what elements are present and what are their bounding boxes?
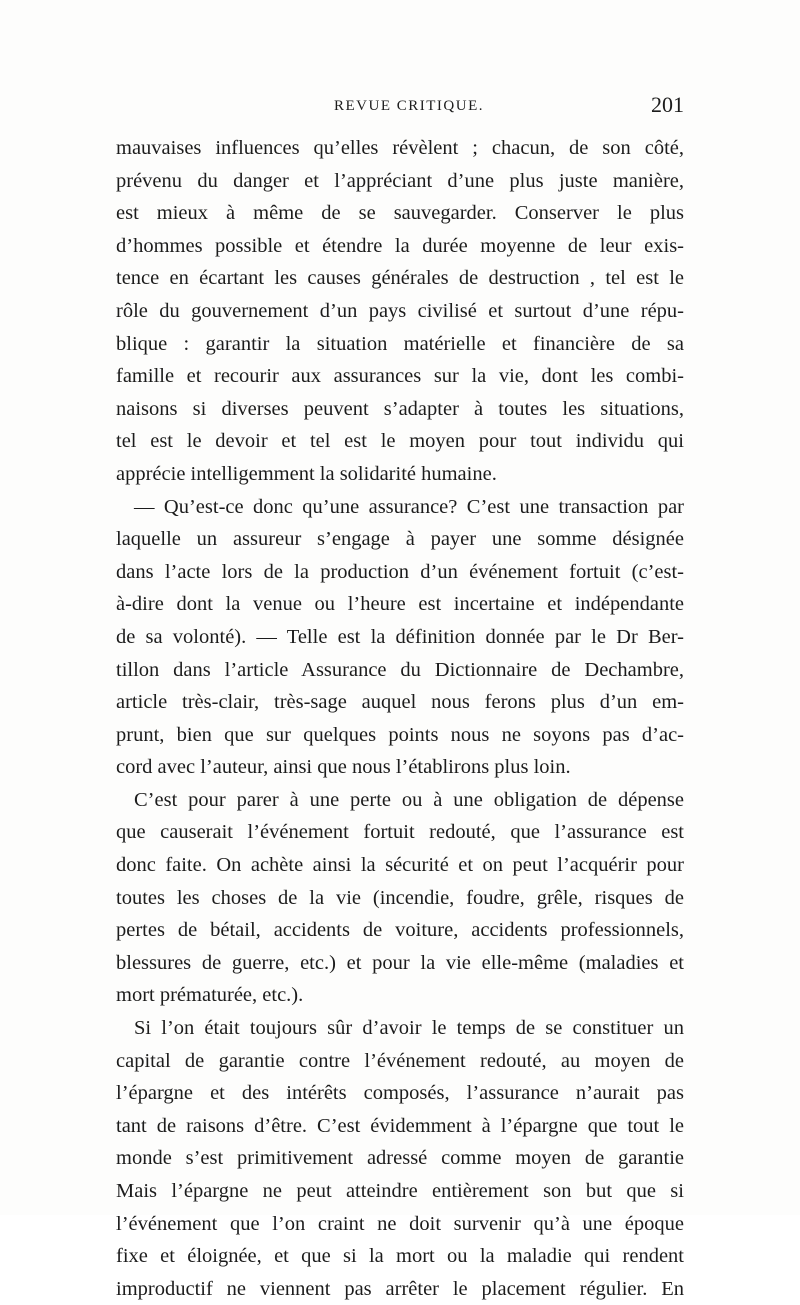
text-line: pertes de bétail, accidents de voiture, accidents professionnels,: [116, 919, 684, 942]
text-line: laquelle un assureur s’engage à payer une somme désignée: [116, 528, 684, 551]
text-line: — Qu’est-ce donc qu’une assurance? C’est une transaction par: [134, 495, 684, 518]
text-line: que causerait l’événement fortuit redouté, que l’assurance est: [116, 821, 684, 844]
text-line: donc faite. On achète ainsi la sécurité et on peut l’acquérir pour: [116, 854, 684, 877]
text-line: l’événement que l’on craint ne doit survenir qu’à une époque: [116, 1212, 684, 1235]
text-line: C’est pour parer à une perte ou à une obligation de dépense: [134, 788, 684, 811]
paragraph-2: [116, 491, 684, 784]
text-line: mort prématurée, etc.).: [116, 984, 304, 1007]
text-line: blessures de guerre, etc.) et pour la vie elle-même (maladies et: [116, 951, 684, 974]
text-line: famille et recourir aux assurances sur la vie, dont les combi-: [116, 365, 684, 388]
text-line: prunt, bien que sur quelques points nous ne soyons pas d’ac-: [116, 723, 684, 746]
text-line: naisons si diverses peuvent s’adapter à toutes les situations,: [116, 397, 684, 420]
text-line: blique : garantir la situation matérielle et financière de sa: [116, 332, 684, 355]
text-line: capital de garantie contre l’événement redouté, au moyen de: [116, 1049, 684, 1072]
text-line: tant de raisons d’être. C’est évidemment à l’épargne que tout le: [116, 1114, 684, 1137]
text-line: Mais l’épargne ne peut atteindre entièrement son but que si: [116, 1180, 684, 1202]
paragraph-1: [116, 132, 684, 491]
paragraph-4: [116, 1012, 684, 1305]
text-line: dans l’acte lors de la production d’un événement fortuit (c’est-: [116, 560, 684, 583]
text-line: l’épargne et des intérêts composés, l’assurance n’aurait pas: [116, 1082, 684, 1105]
text-line: Si l’on était toujours sûr d’avoir le temps de se constituer un: [134, 1017, 684, 1040]
text-line: prévenu du danger et l’appréciant d’une plus juste manière,: [116, 169, 684, 192]
text-line: tence en écartant les causes générales de destruction , tel est le: [116, 267, 684, 290]
paragraph-3: [116, 784, 684, 1012]
page-header: [116, 92, 684, 126]
text-line: apprécie intelligemment la solidarité humaine.: [116, 462, 497, 485]
text-line: rôle du gouvernement d’un pays civilisé et surtout d’une répu-: [116, 299, 684, 322]
text-line: mauvaises influences qu’elles révèlent ; chacun, de son côté,: [116, 137, 684, 159]
running-title: REVUE CRITIQUE.: [334, 98, 484, 114]
text-line: de sa volonté). — Telle est la définition donnée par le Dr Ber-: [116, 625, 684, 648]
text-line: cord avec l’auteur, ainsi que nous l’établirons plus loin.: [116, 756, 571, 779]
text-line: article très-clair, très-sage auquel nous ferons plus d’un em-: [116, 691, 684, 714]
text-line: fixe et éloignée, et que si la mort ou la maladie qui rendent: [116, 1245, 684, 1268]
text-line: à-dire dont la venue ou l’heure est incertaine et indépendante: [116, 593, 684, 616]
text-line: tel est le devoir et tel est le moyen pour tout individu qui: [116, 430, 684, 453]
text-line: toutes les choses de la vie (incendie, foudre, grêle, risques de: [116, 886, 684, 909]
text-line: tillon dans l’article Assurance du Dictionnaire de Dechambre,: [116, 658, 684, 681]
text-line: improductif ne viennent pas arrêter le placement régulier. En: [116, 1277, 684, 1300]
text-line: est mieux à même de se sauvegarder. Conserver le plus: [116, 202, 684, 225]
text-line: d’hommes possible et étendre la durée moyenne de leur exis-: [116, 234, 684, 257]
text-line: monde s’est primitivement adressé comme moyen de garantie: [116, 1147, 684, 1170]
body-text: [116, 132, 684, 1305]
page-number: 201: [651, 92, 684, 117]
